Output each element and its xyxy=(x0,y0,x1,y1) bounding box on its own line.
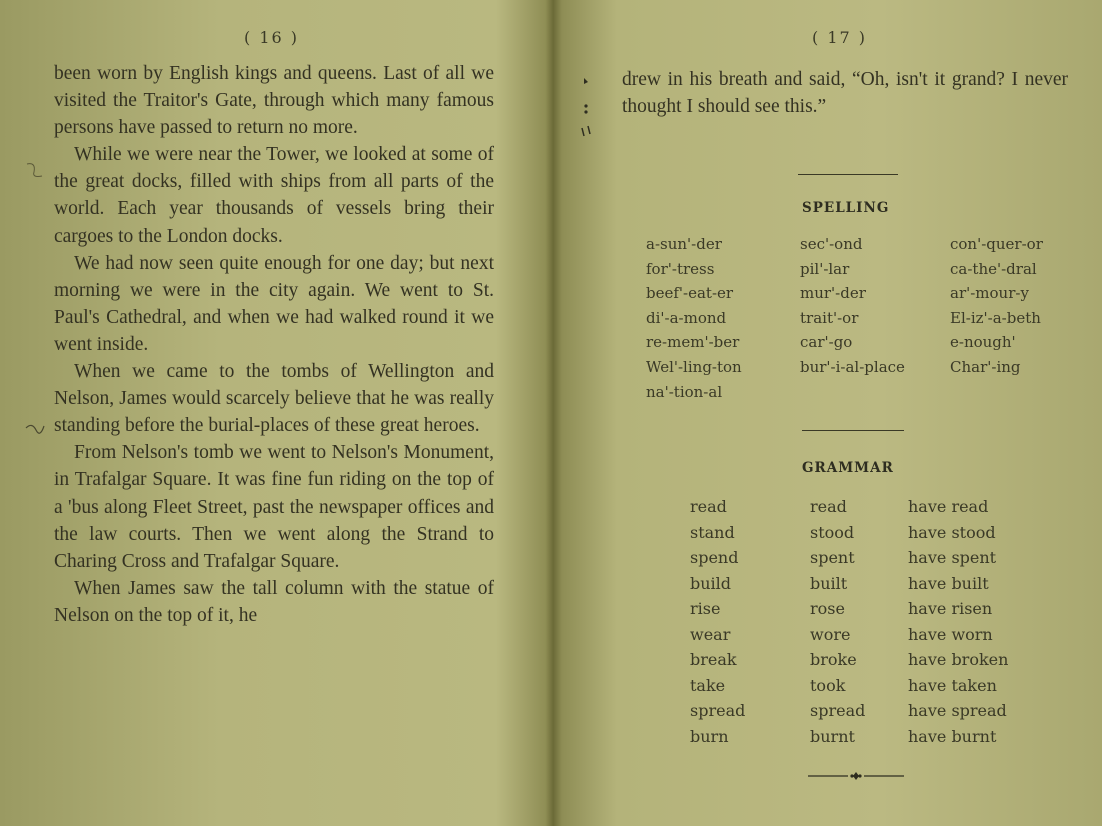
spelling-word: pil'-lar xyxy=(800,259,850,278)
spelling-word: El-iz'-a-beth xyxy=(950,308,1041,327)
grammar-verb: have read xyxy=(908,497,989,516)
grammar-verb: take xyxy=(690,675,726,695)
spelling-word: for'-tress xyxy=(646,259,715,278)
grammar-verb: have broken xyxy=(908,650,1009,669)
divider-rule xyxy=(798,174,898,175)
grammar-verb: broke xyxy=(810,650,857,669)
right-page xyxy=(556,0,1102,826)
fleuron-ornament-icon xyxy=(808,771,904,781)
right-continuation-text: drew in his breath and said, “Oh, isn't it grand? I never thought I should see this.” xyxy=(622,69,1068,117)
spelling-word: a-sun'-der xyxy=(646,235,722,253)
divider-rule xyxy=(802,430,904,431)
grammar-verb: wear xyxy=(690,624,731,644)
spelling-word: Wel'-ling-ton xyxy=(646,357,742,376)
paragraph-st-pauls: We had now seen quite enough for one day; but next morning we were in the city again. We went to St. Paul's Cathedral, and when we had walked round it we went inside. xyxy=(54,252,494,355)
grammar-verb: read xyxy=(690,497,727,516)
spelling-word: ca-the'-dral xyxy=(950,259,1037,278)
spelling-word: na'-tion-al xyxy=(646,382,723,401)
paragraph-nelsons-monument: From Nelson's tomb we went to Nelson's Monument, in Trafalgar Square. It was fine fun riding on the top of a 'bus along Fleet Street, past the newspaper offices and the law courts. Then we went along the Strand to Charing Cross and Trafalgar Square. xyxy=(54,442,494,572)
grammar-verb: stand xyxy=(690,522,735,542)
spelling-word: bur'-i-al-place xyxy=(800,357,905,376)
paragraph-docks: While we were near the Tower, we looked at some of the great docks, filled with ships from all parts of the world. Each year thousands of vessels bring their cargoes to the London docks. xyxy=(54,144,494,247)
margin-marks-icon xyxy=(578,70,598,140)
grammar-verb: read xyxy=(810,497,847,516)
grammar-verb: build xyxy=(690,573,732,593)
spelling-word: ar'-mour-y xyxy=(950,284,1029,303)
grammar-verb: spread xyxy=(690,701,746,720)
spelling-word: e-nough' xyxy=(950,333,1016,352)
grammar-verb: have spent xyxy=(908,548,997,567)
left-page xyxy=(0,0,548,826)
spelling-column-3 xyxy=(950,232,1102,380)
pencil-mark-icon xyxy=(22,420,48,442)
spelling-word: re-mem'-ber xyxy=(646,333,740,352)
grammar-verb: break xyxy=(690,650,737,669)
grammar-verb: stood xyxy=(810,522,855,542)
paragraph-tombs: When we came to the tombs of Wellington and Nelson, James would scarcely believe that he was really standing before the burial-places of these great heroes. xyxy=(54,361,494,437)
spelling-word: sec'-ond xyxy=(800,235,863,253)
page-number-16: ( 16 ) xyxy=(244,28,300,47)
spelling-word: Char'-ing xyxy=(950,357,1021,376)
pencil-scribble-icon xyxy=(24,158,48,182)
spelling-word: car'-go xyxy=(800,333,853,352)
page-number-17: ( 17 ) xyxy=(812,28,868,47)
left-body-text xyxy=(54,60,494,629)
grammar-heading: GRAMMAR xyxy=(802,460,894,476)
grammar-verb: wore xyxy=(810,624,851,644)
spelling-heading: SPELLING xyxy=(802,200,890,216)
grammar-verb: took xyxy=(810,675,846,695)
grammar-verb: spread xyxy=(810,701,866,720)
grammar-verb: rise xyxy=(690,599,721,618)
grammar-verb: have taken xyxy=(908,675,997,695)
grammar-verb: burn xyxy=(690,726,729,746)
grammar-verb: have worn xyxy=(908,624,993,644)
grammar-verb: built xyxy=(810,573,848,593)
grammar-verb: have risen xyxy=(908,599,993,618)
spelling-word: trait'-or xyxy=(800,308,859,327)
spelling-word: mur'-der xyxy=(800,284,866,303)
grammar-verb: burnt xyxy=(810,726,855,746)
grammar-verb: spent xyxy=(810,548,855,567)
grammar-column-perfect xyxy=(908,494,1102,749)
grammar-verb: have stood xyxy=(908,522,996,542)
grammar-verb: spend xyxy=(690,548,739,567)
spelling-word: beef'-eat-er xyxy=(646,284,734,303)
paragraph-traitors-gate: been worn by English kings and queens. Last of all we visited the Traitor's Gate, through which many famous persons have passed to return no more. xyxy=(54,63,494,139)
spelling-word: di'-a-mond xyxy=(646,308,727,327)
grammar-verb: have spread xyxy=(908,701,1007,720)
spelling-word: con'-quer-or xyxy=(950,235,1043,253)
grammar-verb: have burnt xyxy=(908,726,997,746)
grammar-verb: rose xyxy=(810,599,845,618)
paragraph-column: When James saw the tall column with the statue of Nelson on the top of it, he xyxy=(54,577,494,626)
grammar-verb: have built xyxy=(908,573,989,593)
